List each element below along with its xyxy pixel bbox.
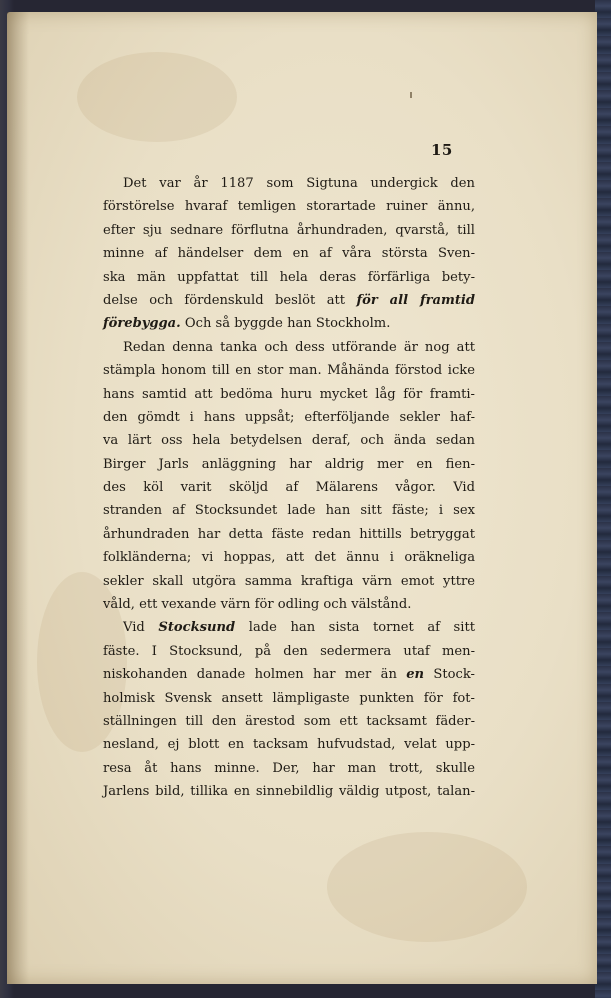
text-run: va lärt oss hela betydelsen deraf, och ända sedan bbox=[103, 433, 475, 449]
text-run: stranden af Stocksundet lade han sitt fäste; i sex bbox=[103, 503, 475, 519]
text-run: sekler skall utgöra samma kraftiga värn emot yttre bbox=[103, 573, 475, 589]
text-run: niskohanden danade holmen har mer än bbox=[103, 667, 407, 683]
text-run: Och så byggde han Stockholm. bbox=[180, 316, 391, 332]
book-cover-edge bbox=[595, 0, 611, 998]
book-page bbox=[7, 12, 597, 984]
text-run: Vid bbox=[123, 620, 159, 636]
text-run: delse och fördenskuld beslöt att bbox=[103, 292, 357, 308]
text-line bbox=[103, 570, 475, 593]
text-run: hans samtid att bedöma huru mycket låg för framti- bbox=[103, 386, 475, 402]
italic-text-run: för all framtid bbox=[356, 292, 475, 308]
text-line bbox=[103, 242, 475, 265]
text-run: efter sju sednare förflutna århundraden, qvarstå, till bbox=[103, 222, 475, 238]
text-line bbox=[103, 640, 475, 663]
text-run: Redan denna tanka och dess utförande är nog att bbox=[123, 339, 475, 355]
italic-text-run: en bbox=[406, 667, 425, 683]
text-line bbox=[103, 757, 475, 780]
text-run: resa åt hans minne. Der, har man trott, skulle bbox=[103, 760, 475, 776]
text-line bbox=[103, 710, 475, 733]
text-run: ställningen till den ärestod som ett tacksamt fäder- bbox=[103, 713, 475, 729]
text-run: förstörelse hvaraf temligen storartade ruiner ännu, bbox=[103, 199, 475, 215]
italic-text-run: förebygga. bbox=[103, 316, 181, 332]
text-line bbox=[103, 476, 475, 499]
italic-text-run: Stocksund bbox=[158, 620, 236, 636]
text-line bbox=[103, 336, 475, 359]
paper-stain bbox=[327, 832, 527, 942]
ink-speck bbox=[410, 92, 412, 98]
text-line bbox=[103, 219, 475, 242]
text-run: des köl varit sköljd af Mälarens vågor. Vid bbox=[103, 480, 475, 496]
text-run: holmisk Svensk ansett lämpligaste punkten för fot- bbox=[103, 690, 475, 706]
text-line bbox=[103, 780, 475, 803]
text-line bbox=[103, 546, 475, 569]
text-line bbox=[103, 453, 475, 476]
text-line bbox=[103, 172, 475, 195]
text-line bbox=[103, 406, 475, 429]
text-line bbox=[103, 733, 475, 756]
text-run: ska män uppfattat till hela deras förfärliga bety- bbox=[103, 269, 475, 285]
text-line bbox=[103, 359, 475, 382]
text-run: Stock- bbox=[424, 667, 475, 683]
text-run: minne af händelser dem en af våra största Sven- bbox=[103, 246, 475, 262]
text-line bbox=[103, 195, 475, 218]
text-line bbox=[103, 383, 475, 406]
text-line bbox=[103, 687, 475, 710]
text-line bbox=[103, 266, 475, 289]
text-line bbox=[103, 499, 475, 522]
text-run: stämpla honom till en stor man. Måhända förstod icke bbox=[103, 363, 475, 379]
text-run: lade han sista tornet af sitt bbox=[235, 620, 475, 636]
spine-shadow bbox=[7, 12, 29, 984]
text-run: den gömdt i hans uppsåt; efterföljande sekler haf- bbox=[103, 409, 475, 425]
text-line bbox=[103, 523, 475, 546]
body-text bbox=[103, 172, 475, 804]
text-run: våld, ett vexande värn för odling och välstånd. bbox=[103, 597, 412, 613]
text-run: folkländerna; vi hoppas, att det ännu i oräkneliga bbox=[103, 550, 475, 566]
text-line bbox=[103, 616, 475, 639]
text-run: Det var år 1187 som Sigtuna undergick den bbox=[123, 176, 475, 191]
text-line bbox=[103, 289, 475, 312]
text-line bbox=[103, 593, 475, 616]
text-run: Birger Jarls anläggning har aldrig mer en fien- bbox=[103, 456, 475, 472]
text-run: Jarlens bild, tillika en sinnebildlig väldig utpost, talan- bbox=[103, 784, 475, 800]
text-line bbox=[103, 312, 475, 335]
paper-stain bbox=[77, 52, 237, 142]
text-run: fäste. I Stocksund, på den sedermera utaf men- bbox=[103, 643, 475, 659]
text-run: nesland, ej blott en tacksam hufvudstad, velat upp- bbox=[103, 737, 475, 753]
text-run: århundraden har detta fäste redan hittills betryggat bbox=[103, 526, 475, 542]
text-line bbox=[103, 663, 475, 686]
text-line bbox=[103, 429, 475, 452]
page-number: 15 bbox=[431, 141, 453, 159]
